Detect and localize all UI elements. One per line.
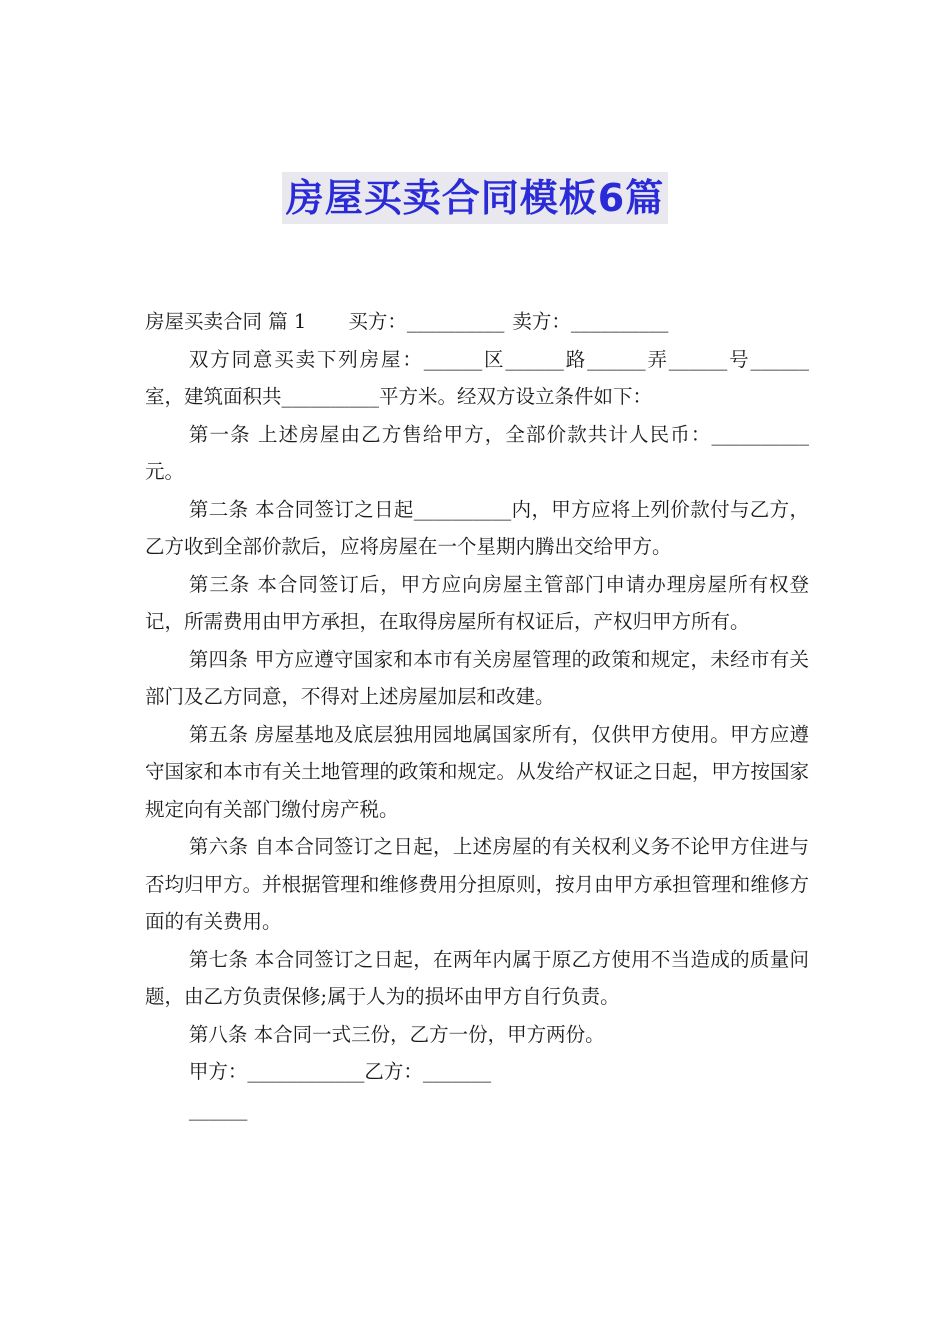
paragraph-article-1: 第一条 上述房屋由乙方售给甲方，全部价款共计人民币：__________元。 [145, 422, 809, 483]
paragraph-article-4: 第四条 甲方应遵守国家和本市有关房屋管理的政策和规定，未经市有关部门及乙方同意，不得对上述房屋加层和改建。 [145, 647, 809, 708]
title-block [0, 172, 950, 224]
paragraph-article-5: 第五条 房屋基地及底层独用园地属国家所有，仅供甲方使用。甲方应遵守国家和本市有关土地管理的政策和规定。从发给产权证之日起，甲方按国家规定向有关部门缴付房产税。 [145, 722, 809, 821]
paragraph-article-7: 第七条 本合同签订之日起，在两年内属于原乙方使用不当造成的质量问题，由乙方负责保修;属于人为的损坏由甲方自行负责。 [145, 947, 809, 1008]
paragraph-article-8: 第八条 本合同一式三份，乙方一份，甲方两份。 [188, 1022, 605, 1046]
paragraph-article-3: 第三条 本合同签订后，甲方应向房屋主管部门申请办理房屋所有权登记，所需费用由甲方承担，在取得房屋所有权证后，产权归甲方所有。 [145, 572, 809, 633]
paragraph-article-6: 第六条 自本合同签订之日起，上述房屋的有关权利义务不论甲方住进与否均归甲方。并根据管理和维修费用分担原则，按月由甲方承担管理和维修方面的有关费用。 [145, 835, 809, 933]
buyer-field: 买方：__________ [348, 310, 505, 333]
contract-body [145, 303, 809, 1128]
signature-blank: ______ [188, 1097, 248, 1121]
document-title: 房屋买卖合同模板6篇 [282, 172, 668, 224]
paragraph-intro: 双方同意买卖下列房屋：______区______路______弄______号______室，建筑面积共__________平方米。经双方设立条件如下： [145, 347, 809, 408]
seller-field: 卖方：__________ [512, 310, 669, 333]
contract-label: 房屋买卖合同 篇 1 [145, 310, 307, 333]
signature-line: 甲方：____________乙方：_______ [188, 1060, 492, 1083]
paragraph-article-2: 第二条 本合同签订之日起__________内，甲方应将上列价款付与乙方，乙方收到全部价款后，应将房屋在一个星期内腾出交给甲方。 [145, 497, 809, 558]
header-line [145, 303, 809, 341]
